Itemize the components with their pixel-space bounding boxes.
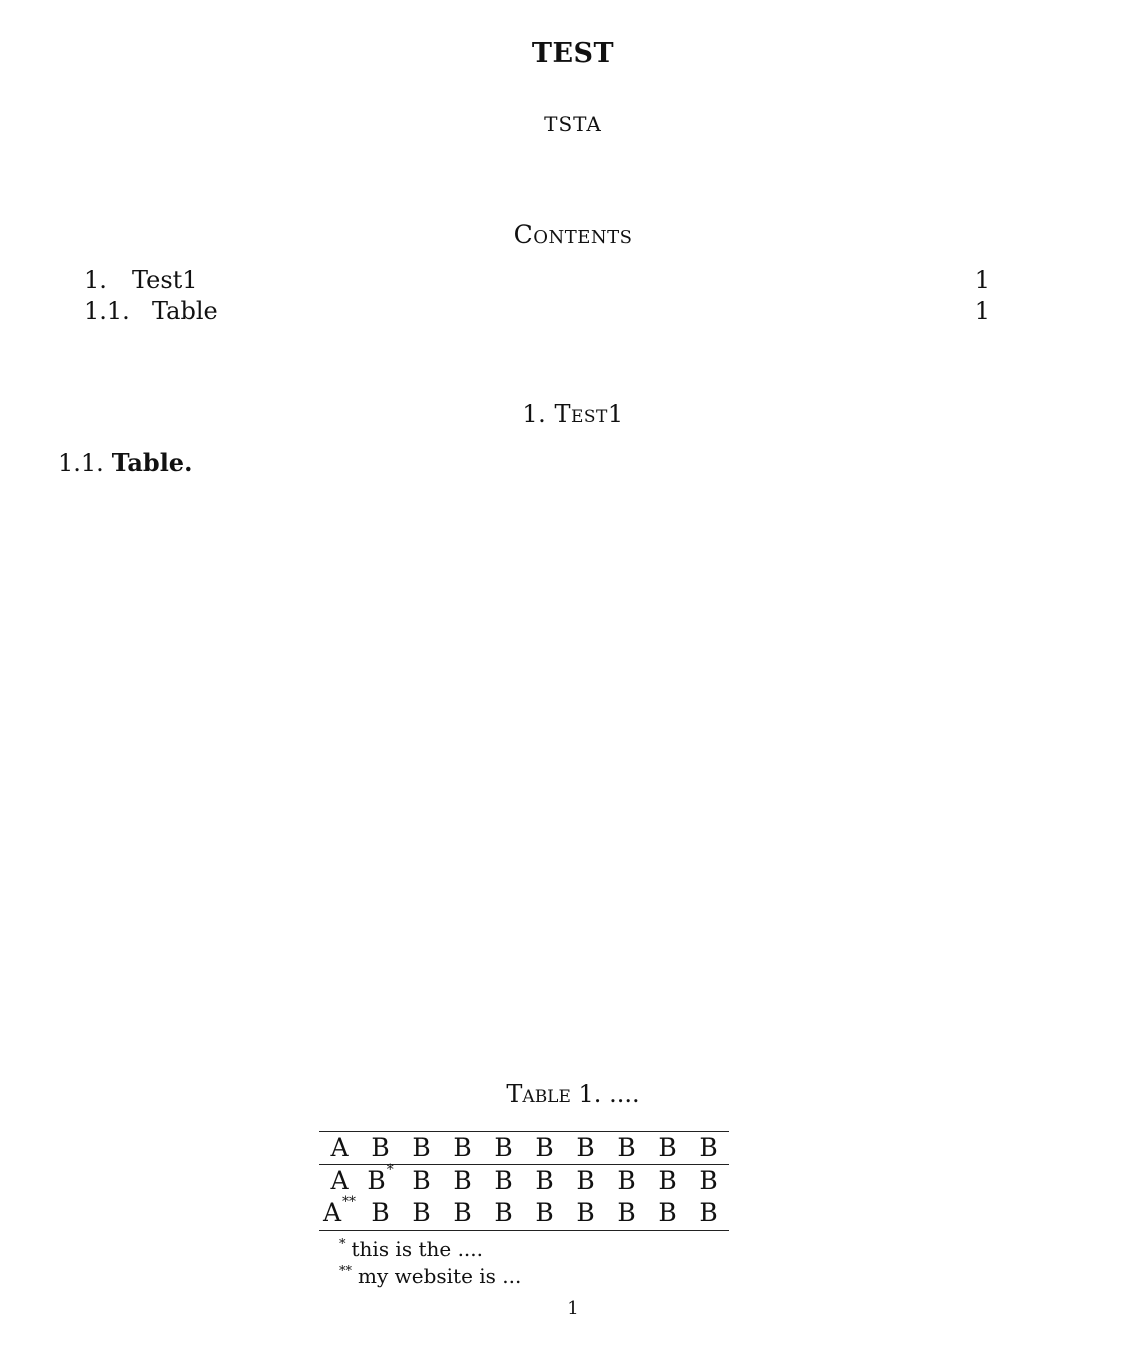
table-bottom-rule — [319, 1230, 729, 1231]
table-cell: B — [494, 1133, 513, 1162]
table-cell: B — [535, 1166, 554, 1195]
table-cell: B — [576, 1166, 595, 1195]
document-author: TSTA — [544, 112, 602, 136]
table-cell: B — [617, 1133, 636, 1162]
section-title: Test1 — [554, 400, 624, 428]
table-cell: B — [699, 1133, 718, 1162]
document-title: TEST — [531, 38, 615, 69]
cell-footnote-mark: ** — [342, 1194, 357, 1210]
page-number: 1 — [567, 1298, 579, 1319]
table-cell: B — [371, 1198, 390, 1227]
footnote-mark: * — [339, 1237, 346, 1252]
table-caption-label: Table 1. — [506, 1080, 602, 1108]
table-cell: B — [453, 1166, 472, 1195]
toc-entry-page: 1 — [974, 297, 990, 325]
toc-entry-label: Test1 — [132, 266, 198, 294]
toc-entry-page: 1 — [974, 266, 990, 294]
toc-entry[interactable] — [84, 297, 990, 327]
table-footnote — [339, 1237, 483, 1261]
toc-entry-number: 1. — [84, 266, 107, 294]
table-cell: A** — [322, 1194, 357, 1227]
toc-entry-number: 1.1. — [84, 297, 130, 325]
table-cell: B — [494, 1198, 513, 1227]
cell-footnote-mark: * — [386, 1162, 394, 1178]
table-cell: B — [658, 1166, 677, 1195]
subsection-title: Table. — [111, 448, 193, 477]
section-heading — [0, 400, 1146, 428]
table-cell: B — [412, 1166, 431, 1195]
table-cell: B — [371, 1133, 390, 1162]
table-row — [319, 1194, 729, 1230]
toc-entry[interactable] — [84, 266, 990, 296]
footnote-mark: ** — [339, 1264, 352, 1279]
subsection-number: 1.1. — [58, 449, 104, 477]
table-footnote — [339, 1264, 521, 1288]
toc-heading: Contents — [513, 220, 633, 249]
table-cell: B — [658, 1198, 677, 1227]
table-cell: B — [617, 1166, 636, 1195]
table-cell: A — [330, 1133, 349, 1162]
table-cell: B — [699, 1198, 718, 1227]
section-number: 1. — [522, 400, 547, 428]
table-cell: B* — [367, 1162, 394, 1195]
table-caption — [0, 1080, 1146, 1108]
table-cell: B — [453, 1198, 472, 1227]
table-row — [319, 1162, 729, 1198]
footnote-text: my website is ... — [358, 1264, 522, 1288]
toc-entry-label: Table — [152, 297, 218, 325]
table-cell: B — [535, 1198, 554, 1227]
table-cell: B — [535, 1133, 554, 1162]
table-cell: B — [412, 1198, 431, 1227]
table-cell: B — [576, 1198, 595, 1227]
table-cell: B — [699, 1166, 718, 1195]
table-cell: B — [453, 1133, 472, 1162]
table-row — [319, 1133, 729, 1165]
table-caption-text: .... — [609, 1080, 640, 1108]
footnote-text: this is the .... — [351, 1237, 483, 1261]
table-cell: B — [494, 1166, 513, 1195]
table-cell: A — [330, 1166, 349, 1195]
table-cell: B — [658, 1133, 677, 1162]
table-cell: B — [576, 1133, 595, 1162]
subsection-heading — [58, 448, 192, 477]
table-cell: B — [412, 1133, 431, 1162]
table-cell: B — [617, 1198, 636, 1227]
